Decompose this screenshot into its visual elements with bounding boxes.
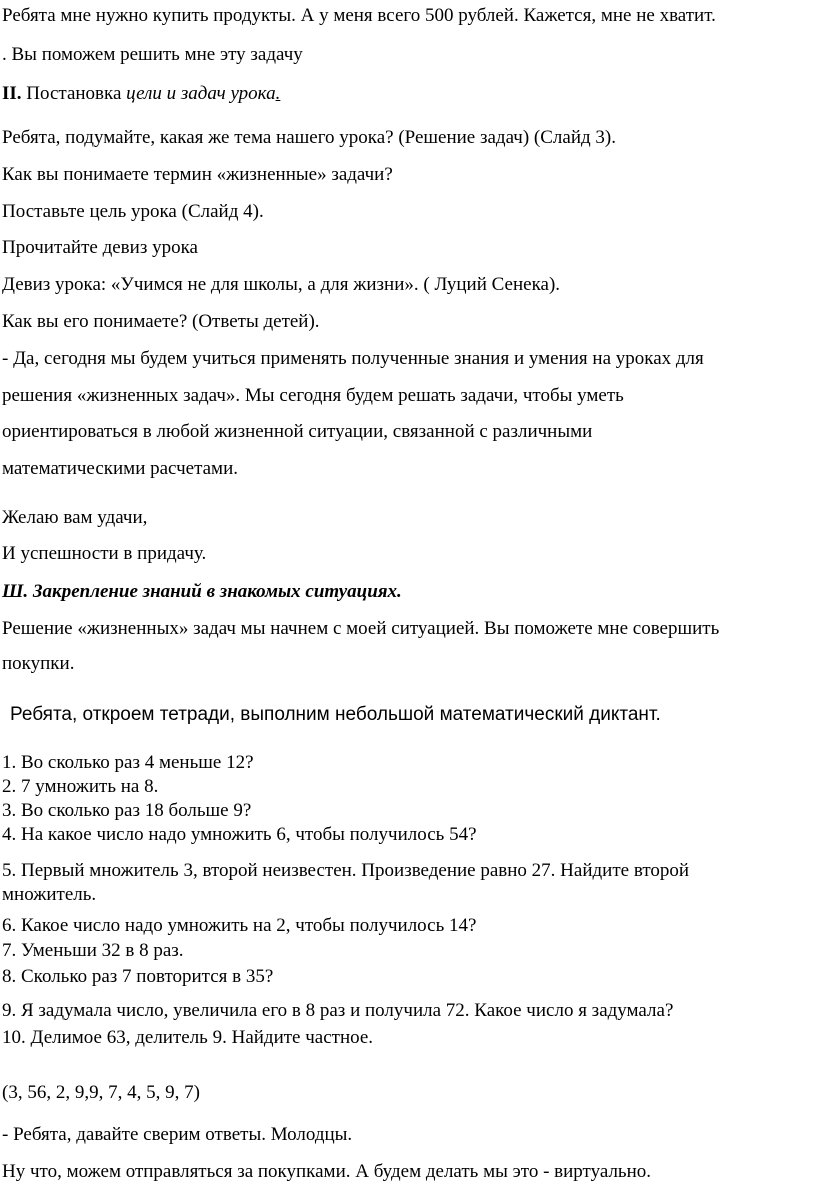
paragraph-answer-line: решения «жизненных задач». Мы сегодня будем решать задачи, чтобы уметь (2, 385, 624, 406)
question-item: 9. Я задумала число, увеличила его в 8 раз и получила 72. Какое число я задумала? (2, 1000, 674, 1021)
question-item: 4. На какое число надо умножить 6, чтобы получилось 54? (2, 824, 477, 845)
paragraph-motto: Девиз урока: «Учимся не для школы, а для жизни». ( Луций Сенека). (2, 274, 561, 295)
question-item: 5. Первый множитель 3, второй неизвестен. Произведение равно 27. Найдите второй (2, 860, 690, 881)
paragraph-answer-line: - Да, сегодня мы будем учиться применять полученные знания и умения на уроках для (2, 348, 704, 369)
section-2-dot: . (275, 83, 281, 104)
paragraph-read-motto: Прочитайте девиз урока (2, 237, 198, 258)
question-item: 10. Делимое 63, делитель 9. Найдите частное. (2, 1027, 374, 1048)
question-item: 1. Во сколько раз 4 меньше 12? (2, 752, 254, 773)
paragraph-answer-line: ориентироваться в любой жизненной ситуации, связанной с различными (2, 421, 593, 442)
section-2-italic: цели и задач урока (126, 83, 276, 104)
question-item: 2. 7 умножить на 8. (2, 776, 159, 797)
paragraph-goal: Поставьте цель урока (Слайд 4). (2, 201, 264, 222)
question-item: 7. Уменьши 32 в 8 раз. (2, 940, 184, 961)
paragraph-topic: Ребята, подумайте, какая же тема нашего урока? (Решение задач) (Слайд 3). (2, 127, 616, 148)
section-3-text-line: Решение «жизненных» задач мы начнем с моей ситуацией. Вы поможете мне совершить (2, 618, 720, 639)
section-2-numeral: II. (2, 83, 22, 104)
answers-list: (3, 56, 2, 9,9, 7, 4, 5, 9, 7) (2, 1082, 200, 1103)
question-item: 6. Какое число надо умножить на 2, чтобы получилось 14? (2, 915, 477, 936)
wish-line-2: И успешности в придачу. (2, 543, 207, 564)
question-item: 3. Во сколько раз 18 больше 9? (2, 800, 252, 821)
paragraph-term: Как вы понимаете термин «жизненные» задачи? (2, 164, 393, 185)
wish-line-1: Желаю вам удачи, (2, 507, 148, 528)
dictation-intro: Ребята, откроем тетради, выполним небольшой математический диктант. (10, 704, 661, 725)
question-item: множитель. (2, 884, 97, 905)
paragraph-understand: Как вы его понимаете? (Ответы детей). (2, 311, 320, 332)
intro-line-2: . Вы поможем решить мне эту задачу (2, 44, 303, 65)
section-2-lead: Постановка (26, 83, 127, 104)
section-3-heading: Ш. Закрепление знаний в знакомых ситуациях. (2, 581, 402, 602)
section-3-text-line: покупки. (2, 653, 75, 674)
section-2-heading (2, 82, 280, 106)
question-item: 8. Сколько раз 7 повторится в 35? (2, 966, 274, 987)
closing-line-2: Ну что, можем отправляться за покупками. А будем делать мы это - виртуально. (2, 1161, 652, 1182)
closing-line-1: - Ребята, давайте сверим ответы. Молодцы. (2, 1124, 353, 1145)
paragraph-answer-line: математическими расчетами. (2, 458, 238, 479)
intro-line-1: Ребята мне нужно купить продукты. А у меня всего 500 рублей. Кажется, мне не хватит. (2, 5, 716, 26)
